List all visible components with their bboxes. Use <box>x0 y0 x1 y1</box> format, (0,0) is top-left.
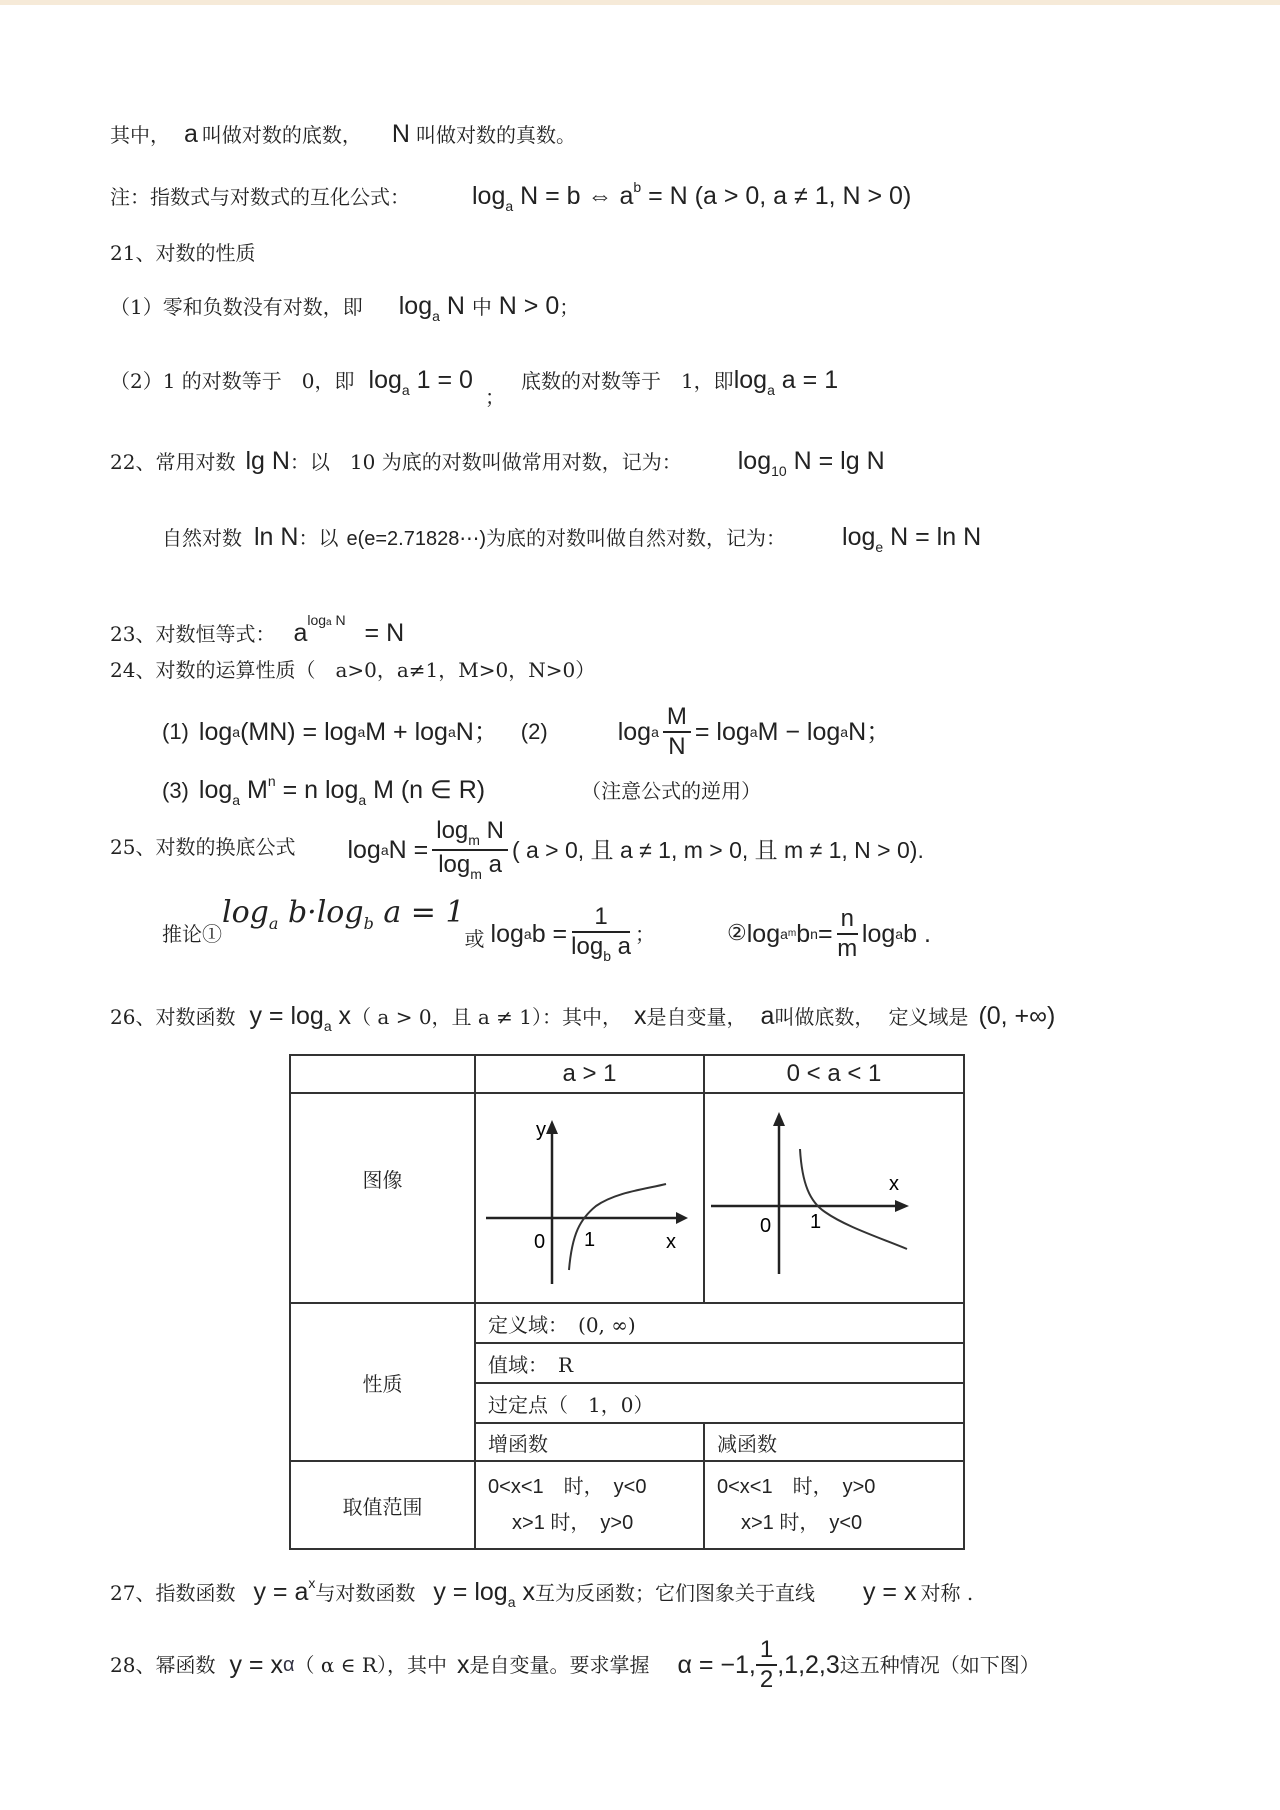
natural-log-line <box>162 525 981 554</box>
text: （2）1 的对数等于 0，即 <box>110 369 355 393</box>
y-label: y <box>536 1119 547 1141</box>
math: x <box>331 1002 352 1030</box>
math: a <box>293 619 308 647</box>
math-sub: a <box>507 1594 516 1610</box>
math-sub: a <box>232 792 241 808</box>
math-sub: a <box>432 308 440 324</box>
text: ； <box>484 385 505 409</box>
math: log <box>347 835 381 864</box>
math: lg N <box>245 447 290 475</box>
text: 对称 . <box>920 1581 974 1605</box>
text: 28、幂函数 <box>110 1653 216 1677</box>
text: 这五种情况（如下图） <box>839 1653 1040 1677</box>
fraction <box>571 905 631 963</box>
domain-cell: 定义域： (0, ∞) <box>475 1303 964 1343</box>
math-sub: a <box>358 792 367 808</box>
math: M − log <box>757 717 841 746</box>
math: y = x <box>862 1578 917 1606</box>
math: log <box>198 717 233 746</box>
math: N = lg N <box>786 447 885 475</box>
fraction <box>663 705 691 759</box>
math: 1 = 0 <box>409 366 473 394</box>
text: 叫做对数的底数， <box>201 123 362 147</box>
x-label: x <box>889 1173 899 1195</box>
denominator: 2 <box>759 1666 774 1693</box>
row-label-properties: 性质 <box>290 1303 475 1461</box>
math-sup: N <box>331 612 346 628</box>
math: log <box>198 776 233 804</box>
graph-increasing-svg <box>476 1094 702 1297</box>
math: (0, +∞) <box>978 1002 1056 1030</box>
math: N； <box>848 717 892 746</box>
math: y = log <box>433 1578 508 1606</box>
log-function-table <box>289 1054 965 1550</box>
fraction <box>432 819 508 881</box>
math: b . <box>903 919 931 948</box>
math: (1) <box>162 719 189 744</box>
denominator: N <box>668 733 686 760</box>
text: 23、对数恒等式： <box>110 622 276 646</box>
math: = log <box>694 717 750 746</box>
s25-corollary <box>162 896 931 972</box>
math-sup: α <box>282 1654 295 1676</box>
section-22-common-log <box>110 449 885 478</box>
math: log <box>861 919 896 948</box>
range-cell: 值域： R <box>475 1343 964 1383</box>
math-sub: a <box>323 1018 332 1034</box>
math: = N (a > 0, a ≠ 1, N > 0) <box>641 182 912 210</box>
row-label-value-range: 取值范围 <box>290 1461 475 1549</box>
section-23-identity <box>110 608 404 646</box>
math: log <box>472 182 506 210</box>
row-label-graph: 图像 <box>290 1093 475 1303</box>
value-range-increasing <box>475 1461 704 1549</box>
text: （1）零和负数没有对数，即 <box>110 295 363 319</box>
numerator: n <box>837 907 858 935</box>
math-sub: b <box>603 948 611 964</box>
value-line: 0<x<1 时， y<0 <box>488 1476 647 1498</box>
math: N = ln N <box>883 523 982 551</box>
y-axis-arrow-icon <box>546 1120 558 1134</box>
line-base-definition <box>110 122 576 147</box>
numerator: N <box>479 817 504 844</box>
value-line: x>1 时， y<0 <box>741 1512 863 1534</box>
fraction <box>756 1638 777 1692</box>
text: 底数的对数等于 1，即 <box>520 369 734 393</box>
section-24-title: 24、对数的运算性质（ a>0，a≠1，M>0，N>0） <box>110 658 596 682</box>
text: 定义域是 <box>888 1005 969 1029</box>
text: ② <box>727 921 747 946</box>
math: N <box>391 120 410 148</box>
text: ； <box>559 295 580 319</box>
math: (3) <box>162 778 189 803</box>
text: 与对数函数 <box>315 1581 416 1605</box>
text: 25、对数的换底公式 <box>110 835 296 859</box>
text: （注意公式的逆用） <box>581 779 762 803</box>
origin-label: 0 <box>760 1215 772 1237</box>
text: 中 <box>471 295 492 319</box>
section-21-title: 21、对数的性质 <box>110 241 256 265</box>
text: 22、常用对数 <box>110 450 236 474</box>
math: y = x <box>229 1650 283 1679</box>
math: x <box>634 1002 647 1030</box>
numerator: M <box>663 705 691 733</box>
numerator: log <box>436 817 469 844</box>
log-curve-increasing <box>569 1184 666 1270</box>
graph-increasing <box>475 1093 704 1303</box>
math-sub: a <box>505 198 514 214</box>
graph-decreasing-svg <box>705 1094 963 1297</box>
math-sub: m <box>468 832 480 848</box>
math: ( a > 0, 且 a ≠ 1, m > 0, 且 m ≠ 1, N > 0). <box>511 836 924 863</box>
math-sub: a <box>447 724 456 740</box>
text: 是自变量， <box>646 1005 747 1029</box>
math-sup: a <box>326 617 332 628</box>
math: x <box>456 1650 470 1679</box>
math-sup: x <box>308 1575 316 1591</box>
x-axis-arrow-icon <box>895 1200 909 1212</box>
math-sup: b <box>633 179 642 195</box>
math: log <box>733 366 768 394</box>
math: M <box>240 776 268 804</box>
math: y = log <box>249 1002 324 1030</box>
section-28-power-function <box>110 1630 1040 1700</box>
math: = <box>817 919 833 948</box>
text: 互为反函数；它们图象关于直线 <box>534 1581 815 1605</box>
text: 推论① <box>162 922 222 946</box>
math: b = <box>531 919 568 948</box>
origin-label: 0 <box>534 1231 546 1253</box>
increasing-cell: 增函数 <box>475 1423 704 1461</box>
s21-item-2 <box>110 368 838 407</box>
math: ln N <box>254 523 299 551</box>
math-sup: log <box>307 612 327 628</box>
math: (2) <box>520 719 548 744</box>
math: log <box>746 919 781 948</box>
graph-decreasing <box>704 1093 964 1303</box>
math: a <box>184 120 198 148</box>
math: log <box>368 366 402 394</box>
log-curve-decreasing <box>800 1149 907 1249</box>
denominator: a <box>481 851 502 878</box>
corollary-formula-image: $\log_a b\cdot\log_b$ a = 1 <box>222 895 465 933</box>
math: b <box>796 919 811 948</box>
math: log <box>842 523 876 551</box>
text: 为底的对数叫做自然对数，记为： <box>486 526 787 550</box>
denominator: a <box>610 933 631 960</box>
math-sup: m <box>787 928 797 939</box>
math: N > 0 <box>491 292 560 320</box>
math: e(e=2.71828⋯) <box>346 528 487 550</box>
math-sub: a <box>523 926 532 942</box>
text: （ α ∈ R），其中 <box>294 1653 447 1677</box>
y-axis-arrow-icon <box>773 1112 785 1126</box>
denominator: log <box>571 933 604 960</box>
numerator: 1 <box>572 905 629 933</box>
text: 或 <box>464 927 485 951</box>
math: M (n ∈ R) <box>366 776 486 804</box>
math-sub: 10 <box>771 463 787 479</box>
math-sub: a <box>767 382 775 398</box>
text: 叫做底数， <box>774 1005 875 1029</box>
math: N = b ⇔ a <box>513 182 634 210</box>
math: N = <box>388 835 429 864</box>
math-sub: e <box>875 539 884 555</box>
math: log <box>737 447 772 475</box>
math-sub: a <box>749 724 758 740</box>
math: ,1,2,3 <box>777 1650 840 1679</box>
math: N； <box>455 717 499 746</box>
decreasing-cell: 减函数 <box>704 1423 964 1461</box>
math: log <box>617 717 652 746</box>
page-top-border <box>0 0 1280 5</box>
math-sub: a <box>651 724 659 740</box>
math-sup: n <box>810 926 818 942</box>
section-25-change-of-base <box>110 815 924 885</box>
math-sub: a <box>357 724 366 740</box>
math-sub: a <box>401 382 410 398</box>
text: ：以 <box>298 526 339 550</box>
text: 自然对数 <box>162 526 242 550</box>
value-range-decreasing <box>704 1461 964 1549</box>
s24-rule-3 <box>162 774 761 807</box>
section-27-inverse <box>110 1576 973 1609</box>
one-label: 1 <box>584 1229 596 1251</box>
math: = N <box>357 619 405 647</box>
math-sup: n <box>267 773 276 789</box>
math-sub: m <box>470 866 482 882</box>
math-sub: a <box>780 926 788 942</box>
text: 27、指数函数 <box>110 1581 236 1605</box>
math: N <box>439 292 472 320</box>
x-label: x <box>666 1231 677 1253</box>
section-26-log-function <box>110 1004 1055 1033</box>
fraction <box>837 907 858 961</box>
math: y = a <box>253 1578 309 1606</box>
header-a-between-0-1: 0 < a < 1 <box>704 1055 964 1093</box>
text: 注：指数式与对数式的互化公式： <box>110 185 410 209</box>
math: a = 1 <box>774 366 839 394</box>
math-sub: a <box>895 926 904 942</box>
math-sub: a <box>232 724 241 740</box>
fixed-point-cell: 过定点（ 1，0） <box>475 1383 964 1423</box>
math: = n log <box>275 776 359 804</box>
math-sub: a <box>380 842 389 858</box>
value-line: x>1 时， y>0 <box>512 1512 634 1534</box>
s21-item-1 <box>110 294 579 323</box>
x-axis-arrow-icon <box>676 1212 688 1224</box>
text: 叫做对数的真数。 <box>415 123 576 147</box>
math: α = −1, <box>677 1650 756 1679</box>
value-line: 0<x<1 时， y>0 <box>717 1476 876 1498</box>
text: （ a > 0，且 a ≠ 1）：其中， <box>351 1005 623 1029</box>
text: 26、对数函数 <box>110 1005 236 1029</box>
table-corner-cell <box>290 1055 475 1093</box>
note-conversion-formula <box>110 180 911 213</box>
one-label: 1 <box>810 1211 822 1233</box>
math: log <box>398 292 433 320</box>
numerator: 1 <box>756 1638 777 1666</box>
s24-rule-1-2 <box>162 702 891 762</box>
header-a-greater-1: a > 1 <box>475 1055 704 1093</box>
denominator: m <box>837 935 858 962</box>
math-sub: a <box>840 724 849 740</box>
text: ； <box>635 922 655 946</box>
denominator: log <box>438 851 471 878</box>
text: 其中， <box>110 123 170 147</box>
math: x <box>515 1578 535 1606</box>
text: 是自变量。要求掌握 <box>469 1653 650 1677</box>
text: ：以 10 为底的对数叫做常用对数，记为： <box>289 450 682 474</box>
math: log <box>490 919 524 948</box>
math: (MN) = log <box>240 717 358 746</box>
math: a <box>760 1002 775 1030</box>
math: M + log <box>365 717 448 746</box>
